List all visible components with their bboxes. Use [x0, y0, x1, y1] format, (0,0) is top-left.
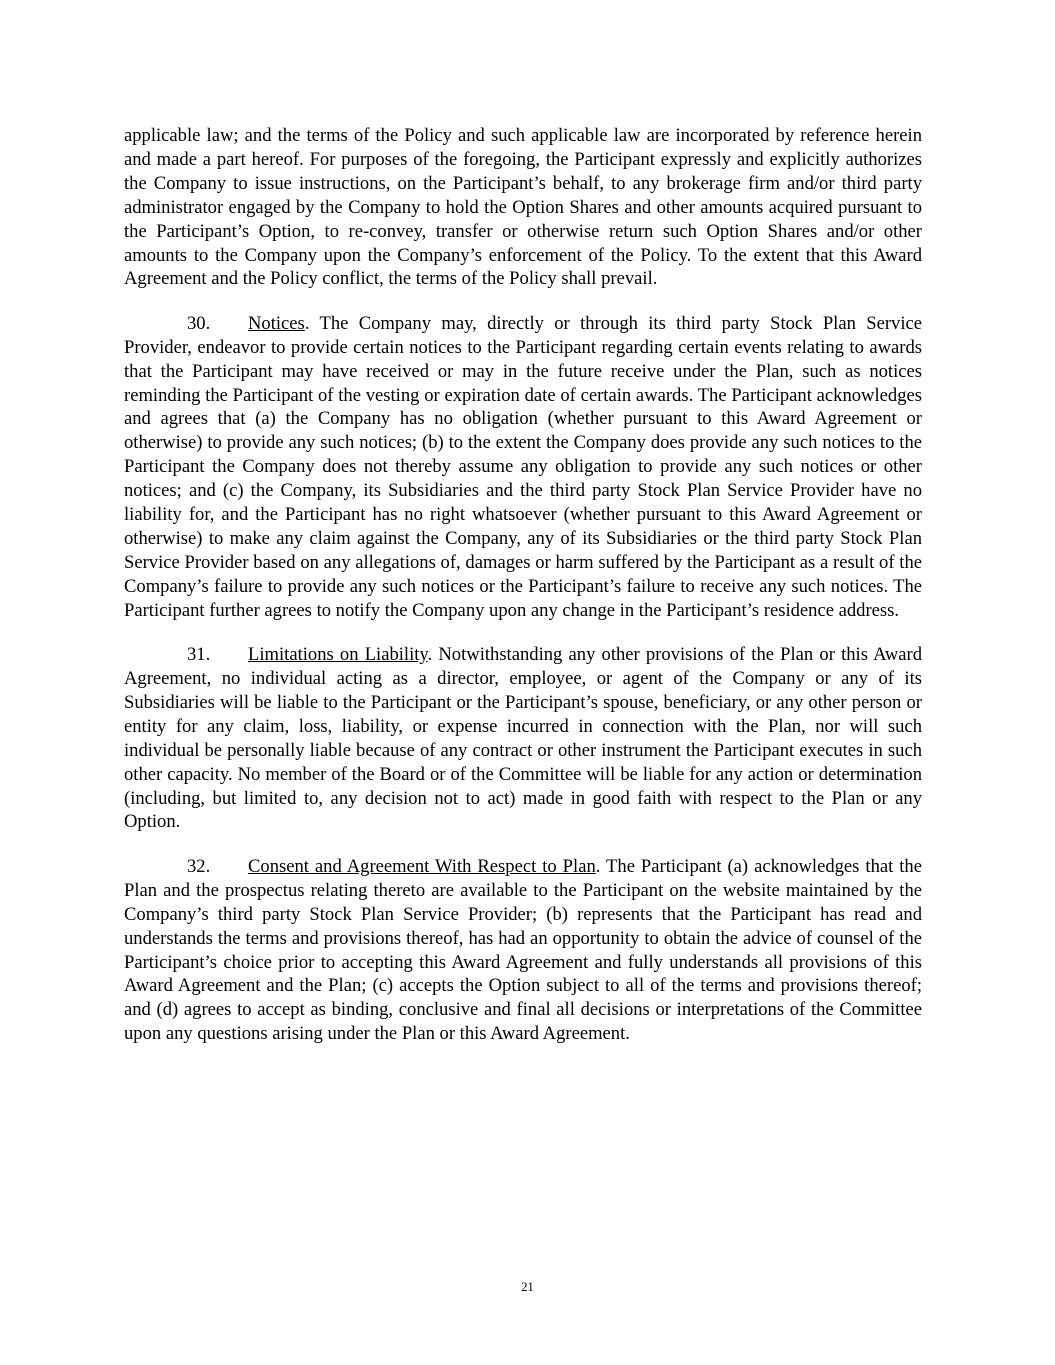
section-lead: . — [427, 644, 439, 666]
section-text: The Participant (a) acknowledges that the Plan and the prospectus relating thereto are available to the Participant on the website maintained by the Company’s third party Stock Plan Service Provider; (b) represents that the Participant has read and understands the terms and provisions thereof, has had an opportunity to obtain the advice of counsel of the Participant’s choice prior to accepting this Award Agreement and fully understands all provisions of this Award Agreement and the Plan; (c) accepts the Option subject to all of the terms and provisions thereof; and (d) agrees to accept as binding, conclusive and final all decisions or interpretations of the Committee upon any questions arising under the Plan or this Award Agreement. — [124, 855, 922, 1045]
section-number: 30. — [187, 312, 211, 334]
section-text: The Company may, directly or through its third party Stock Plan Service Provider, endeavor to provide certain notices to the Participant regarding certain events relating to awards that the Participant may have received or may in the future receive under the Plan, such as notices reminding the Participant of the vesting or expiration date of certain awards. The Participant acknowledges and agrees that (a) the Company has no obligation (whether pursuant to this Award Agreement or otherwise) to provide any such notices; (b) to the extent the Company does provide any such notices to the Participant the Company does not thereby assume any obligation to provide any such notices or other notices; and (c) the Company, its Subsidiaries and the third party Stock Plan Service Provider have no liability for, and the Participant has no right whatsoever (whether pursuant to this Award Agreement or otherwise) to make any claim against the Company, any of its Subsidiaries or the third party Stock Plan Service Provider based on any allegations of, damages or harm suffered by the Participant as a result of the Company’s failure to provide any such notices or the Participant’s failure to receive any such notices. The Participant further agrees to notify the Company upon any change in the Participant’s residence address. — [124, 312, 922, 621]
section-heading: Limitations on Liability — [248, 644, 428, 666]
section-lead: . — [304, 312, 320, 334]
paragraph-continuation — [124, 124, 922, 291]
section-31-limitations-on-liability — [124, 643, 922, 834]
section-lead: . — [595, 855, 607, 877]
section-30-notices — [124, 312, 922, 623]
section-32-consent-and-agreement — [124, 855, 922, 1046]
section-number: 32. — [187, 855, 211, 877]
section-text: Notwithstanding any other provisions of the Plan or this Award Agreement, no individual acting as a director, employee, or agent of the Company or any of its Subsidiaries will be liable to the Participant or the Participant’s spouse, beneficiary, or any other person or entity for any claim, loss, liability, or expense incurred in connection with the Plan, nor will such individual be personally liable because of any contract or other instrument the Participant executes in such other capacity. No member of the Board or of the Committee will be liable for any action or determination (including, but limited to, any decision not to act) made in good faith with respect to the Plan or any Option. — [124, 644, 923, 833]
section-number: 31. — [187, 644, 211, 666]
paragraph-text: applicable law; and the terms of the Policy and such applicable law are incorporated by reference herein and made a part hereof. For purposes of the foregoing, the Participant expressly and explicitly authorizes the Company to issue instructions, on the Participant’s behalf, to any brokerage firm and/or third party administrator engaged by the Company to hold the Option Shares and other amounts acquired pursuant to the Participant’s Option, to re-convey, transfer or otherwise return such Option Shares and/or other amounts to the Company upon the Company’s enforcement of the Policy. To the extent that this Award Agreement and the Policy conflict, the terms of the Policy shall prevail. — [124, 125, 922, 290]
document-body — [124, 124, 922, 1067]
section-heading: Consent and Agreement With Respect to Plan — [248, 855, 596, 877]
section-heading: Notices — [248, 312, 305, 334]
page-number: 21 — [521, 1280, 534, 1294]
